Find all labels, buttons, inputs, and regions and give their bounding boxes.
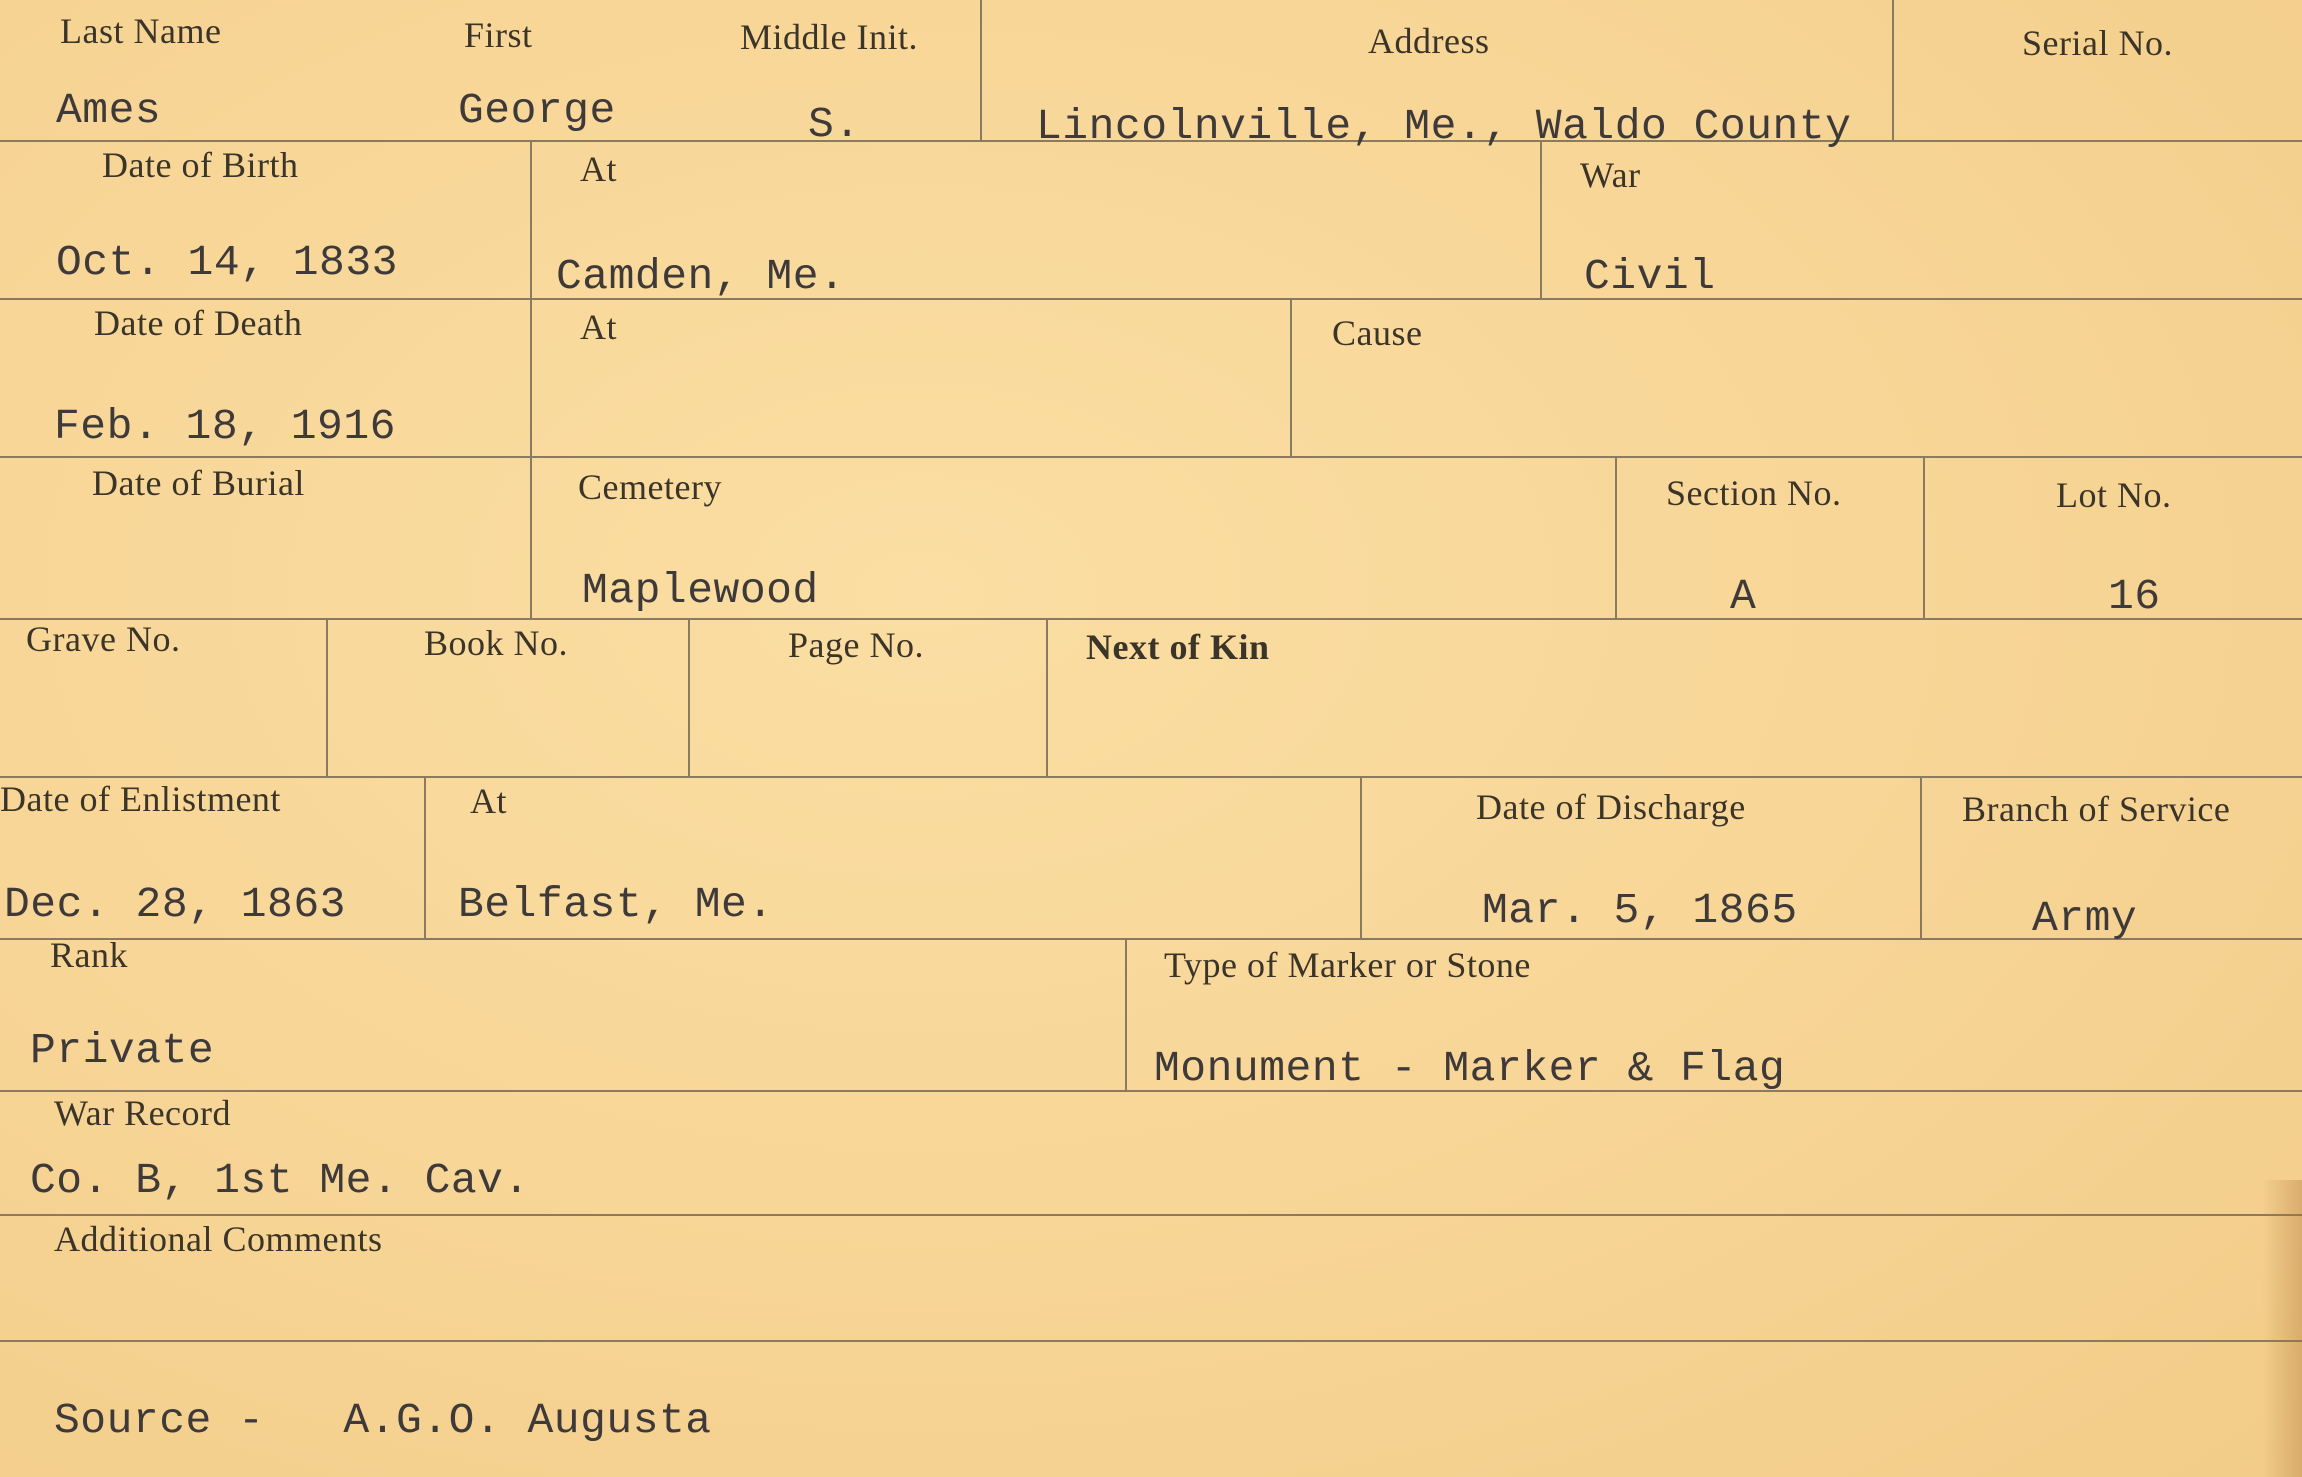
birth-at-label: At — [580, 149, 617, 189]
column-divider — [424, 778, 426, 938]
column-divider — [1290, 300, 1292, 456]
date-of-enlistment-value: Dec. 28, 1863 — [4, 880, 346, 929]
war-value: Civil — [1584, 252, 1716, 301]
book-no-label: Book No. — [424, 623, 569, 663]
section-no-label: Section No. — [1666, 473, 1842, 513]
middle-init-value: S. — [808, 100, 861, 149]
branch-of-service-label: Branch of Service — [1962, 789, 2231, 829]
first-name-label: First — [464, 15, 533, 55]
marker-type-value: Monument - Marker & Flag — [1154, 1044, 1786, 1093]
row-divider — [0, 1214, 2302, 1216]
marker-type-label: Type of Marker or Stone — [1164, 945, 1531, 985]
date-of-burial-label: Date of Burial — [92, 463, 305, 503]
additional-comments-label: Additional Comments — [54, 1219, 383, 1259]
column-divider — [1360, 778, 1362, 938]
cemetery-value: Maplewood — [582, 566, 819, 615]
column-divider — [1540, 142, 1542, 298]
source-line: Source - A.G.O. Augusta — [54, 1396, 712, 1445]
war-record-label: War Record — [54, 1093, 232, 1133]
column-divider — [1920, 778, 1922, 938]
grave-no-label: Grave No. — [26, 619, 181, 659]
date-of-discharge-label: Date of Discharge — [1476, 787, 1746, 827]
war-record-value: Co. B, 1st Me. Cav. — [30, 1156, 530, 1205]
cause-label: Cause — [1332, 313, 1423, 353]
address-label: Address — [1368, 21, 1490, 61]
row-divider — [0, 298, 2302, 300]
enlist-at-value: Belfast, Me. — [458, 880, 774, 929]
branch-of-service-value: Army — [2032, 894, 2138, 943]
section-no-value: A — [1730, 572, 1757, 621]
middle-init-label: Middle Init. — [740, 17, 918, 57]
row-divider — [0, 1340, 2302, 1342]
column-divider — [1892, 0, 1894, 142]
lot-no-value: 16 — [2108, 572, 2161, 621]
date-of-birth-value: Oct. 14, 1833 — [56, 238, 398, 287]
column-divider — [530, 458, 532, 618]
last-name-value: Ames — [56, 86, 162, 135]
first-name-value: George — [458, 86, 616, 135]
column-divider — [688, 620, 690, 776]
column-divider — [1923, 458, 1925, 618]
lot-no-label: Lot No. — [2056, 475, 2172, 515]
date-of-birth-label: Date of Birth — [102, 145, 299, 185]
date-of-death-label: Date of Death — [94, 303, 303, 343]
death-at-label: At — [580, 307, 617, 347]
date-of-enlistment-label: Date of Enlistment — [0, 779, 281, 819]
birth-at-value: Camden, Me. — [556, 252, 846, 301]
serial-no-label: Serial No. — [2022, 23, 2173, 63]
cemetery-label: Cemetery — [578, 467, 722, 507]
page-no-label: Page No. — [788, 625, 924, 665]
war-label: War — [1580, 155, 1641, 195]
row-divider — [0, 776, 2302, 778]
row-divider — [0, 618, 2302, 620]
row-divider — [0, 456, 2302, 458]
column-divider — [1046, 620, 1048, 776]
date-of-death-value: Feb. 18, 1916 — [54, 402, 396, 451]
enlist-at-label: At — [470, 781, 507, 821]
date-of-discharge-value: Mar. 5, 1865 — [1482, 886, 1798, 935]
edge-stain — [2262, 1180, 2302, 1477]
column-divider — [530, 142, 532, 456]
column-divider — [326, 620, 328, 776]
address-value: Lincolnville, Me., Waldo County — [1036, 102, 1852, 151]
column-divider — [1615, 458, 1617, 618]
rank-value: Private — [30, 1026, 215, 1075]
last-name-label: Last Name — [60, 11, 222, 51]
column-divider — [1125, 940, 1127, 1090]
rank-label: Rank — [50, 935, 128, 975]
row-divider — [0, 938, 2302, 940]
next-of-kin-label: Next of Kin — [1086, 627, 1270, 667]
row-divider — [0, 1090, 2302, 1092]
column-divider — [980, 0, 982, 142]
